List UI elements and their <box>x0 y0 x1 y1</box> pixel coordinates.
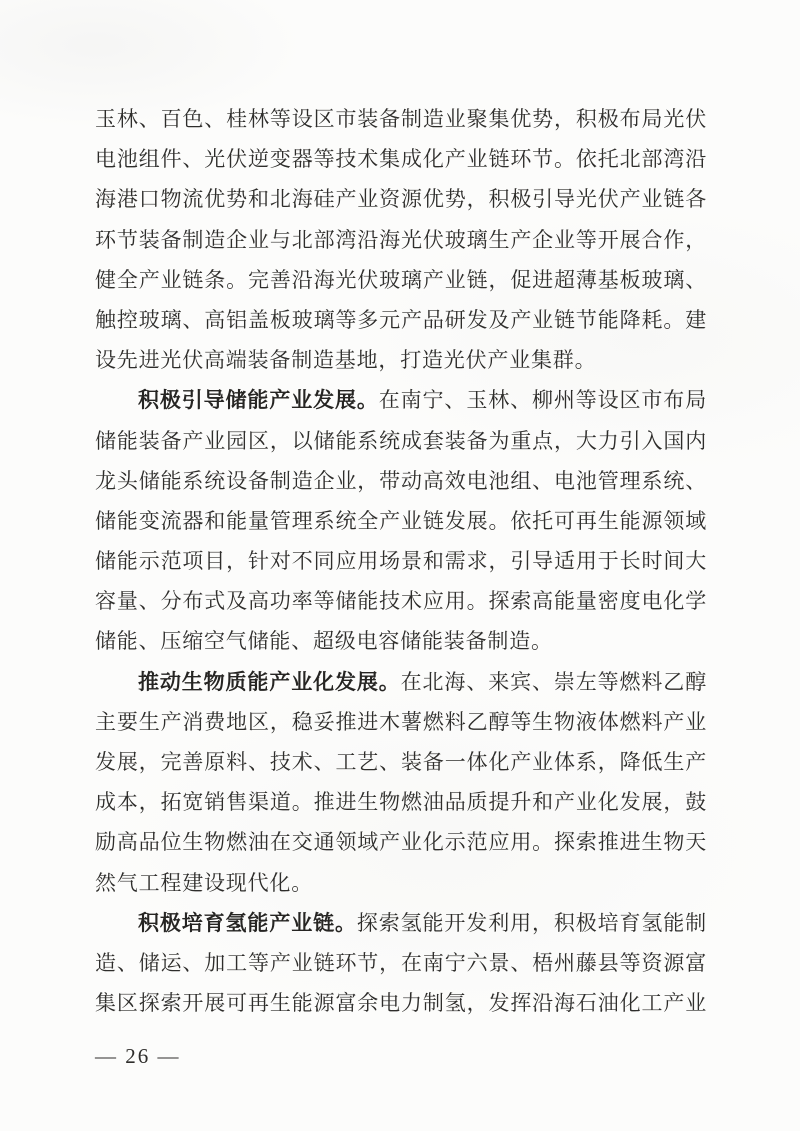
paragraph-lead: 积极培育氢能产业链。 <box>138 910 357 935</box>
text-line: 玉林、百色、桂林等设区市装备制造业聚集优势，积极布局光伏 <box>95 107 707 131</box>
paragraph-lead: 积极引导储能产业发展。 <box>138 388 379 413</box>
text-line: 集区探索开展可再生能源富余电力制氢，发挥沿海石油化工产业 <box>95 991 707 1016</box>
line-text: 在南宁、玉林、柳州等设区市布局 <box>378 388 707 413</box>
paragraph-lead: 推动生物质能产业化发展。 <box>138 669 401 694</box>
text-line: 发展，完善原料、技术、工艺、装备一体化产业体系，降低生产 <box>95 750 707 774</box>
text-line: 容量、分布式及高功率等储能技术应用。探索高能量密度电化学 <box>95 589 707 614</box>
text-line: 龙头储能系统设备制造企业，带动高效电池组、电池管理系统、 <box>95 468 707 493</box>
text-line: 然气工程建设现代化。 <box>95 870 313 895</box>
text-line: 储能、压缩空气储能、超级电容储能装备制造。 <box>95 629 553 654</box>
text-line: 储能变流器和能量管理系统全产业链发展。依托可再生能源领域 <box>95 508 707 533</box>
text-line: 储能示范项目，针对不同应用场景和需求，引导适用于长时间大 <box>95 549 707 574</box>
text-line: 环节装备制造企业与北部湾沿海光伏玻璃生产企业等开展合作， <box>95 227 707 252</box>
text-line: 造、储运、加工等产业链环节，在南宁六景、梧州藤县等资源富 <box>95 950 707 975</box>
document-text <box>95 99 707 1023</box>
text-line <box>95 903 707 943</box>
page-number: — 26 — <box>95 1044 181 1068</box>
text-line: 设先进光伏高端装备制造基地，打造光伏产业集群。 <box>95 348 597 373</box>
text-line <box>95 380 707 420</box>
line-text: 在北海、来宾、崇左等燃料乙醇 <box>400 669 707 694</box>
text-line: 储能装备产业园区，以储能系统成套装备为重点，大力引入国内 <box>95 428 707 453</box>
text-line: 成本，拓宽销售渠道。推进生物燃油品质提升和产业化发展，鼓 <box>95 790 707 815</box>
text-line: 电池组件、光伏逆变器等技术集成化产业链环节。依托北部湾沿 <box>95 147 707 172</box>
text-line: 主要生产消费地区，稳妥推进木薯燃料乙醇等生物液体燃料产业 <box>95 709 707 734</box>
text-line: 健全产业链条。完善沿海光伏玻璃产业链，促进超薄基板玻璃、 <box>95 267 707 292</box>
text-line <box>95 662 707 702</box>
text-line: 海港口物流优势和北海硅产业资源优势，积极引导光伏产业链各 <box>95 187 707 212</box>
line-text: 探索氢能开发利用，积极培育氢能制 <box>356 910 707 935</box>
text-line: 触控玻璃、高铝盖板玻璃等多元产品研发及产业链节能降耗。建 <box>95 307 707 332</box>
text-line: 励高品位生物燃油在交通领域产业化示范应用。探索推进生物天 <box>95 830 707 855</box>
